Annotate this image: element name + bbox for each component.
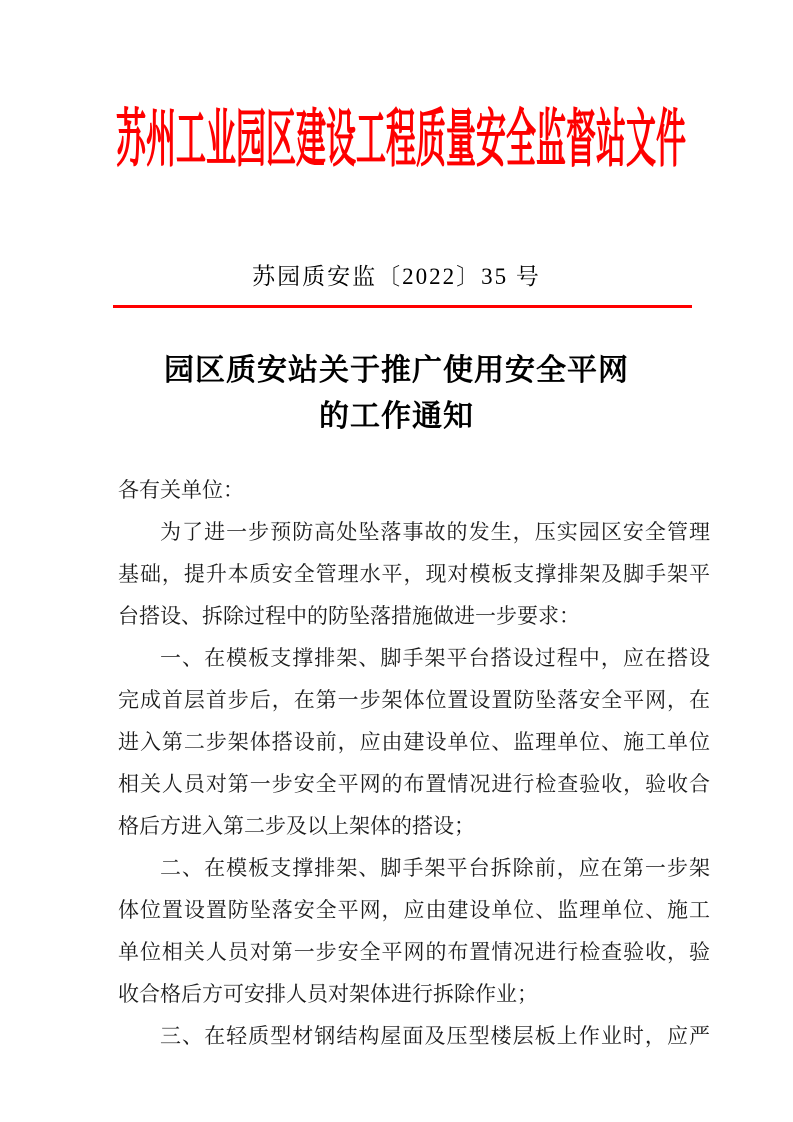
document-title-line: 的工作通知 bbox=[319, 400, 474, 433]
body-line: 二、在模板支撑排架、脚手架平台拆除前，应在第一步架 bbox=[160, 856, 710, 880]
body-line: 单位相关人员对第一步安全平网的布置情况进行检查验收，验 bbox=[118, 940, 710, 964]
document-body bbox=[118, 469, 710, 1057]
red-divider-line bbox=[113, 305, 692, 308]
body-line: 收合格后方可安排人员对架体进行拆除作业； bbox=[118, 982, 538, 1006]
body-line: 一、在模板支撑排架、脚手架平台搭设过程中，应在搭设 bbox=[160, 646, 710, 670]
document-title bbox=[0, 348, 793, 440]
document-title-line: 园区质安站关于推广使用安全平网 bbox=[164, 354, 629, 387]
body-line: 体位置设置防坠落安全平网，应由建设单位、监理单位、施工 bbox=[118, 898, 710, 922]
body-line: 三、在轻质型材钢结构屋面及压型楼层板上作业时，应严 bbox=[160, 1024, 710, 1048]
document-number: 苏园质安监〔2022〕35 号 bbox=[252, 264, 541, 289]
salutation: 各有关单位： bbox=[118, 478, 244, 502]
agency-header-title: 苏州工业园区建设工程质量安全监督站文件 bbox=[116, 105, 686, 176]
body-line: 台搭设、拆除过程中的防坠落措施做进一步要求： bbox=[118, 604, 580, 628]
body-line: 相关人员对第一步安全平网的布置情况进行检查验收，验收合 bbox=[118, 772, 710, 796]
body-line: 格后方进入第二步及以上架体的搭设； bbox=[118, 814, 475, 838]
body-line: 为了进一步预防高处坠落事故的发生，压实园区安全管理 bbox=[160, 520, 710, 544]
body-line: 进入第二步架体搭设前，应由建设单位、监理单位、施工单位 bbox=[118, 730, 710, 754]
body-line: 基础，提升本质安全管理水平，现对模板支撑排架及脚手架平 bbox=[118, 562, 710, 586]
paragraphs-container bbox=[118, 511, 710, 1057]
body-line: 完成首层首步后，在第一步架体位置设置防坠落安全平网，在 bbox=[118, 688, 710, 712]
